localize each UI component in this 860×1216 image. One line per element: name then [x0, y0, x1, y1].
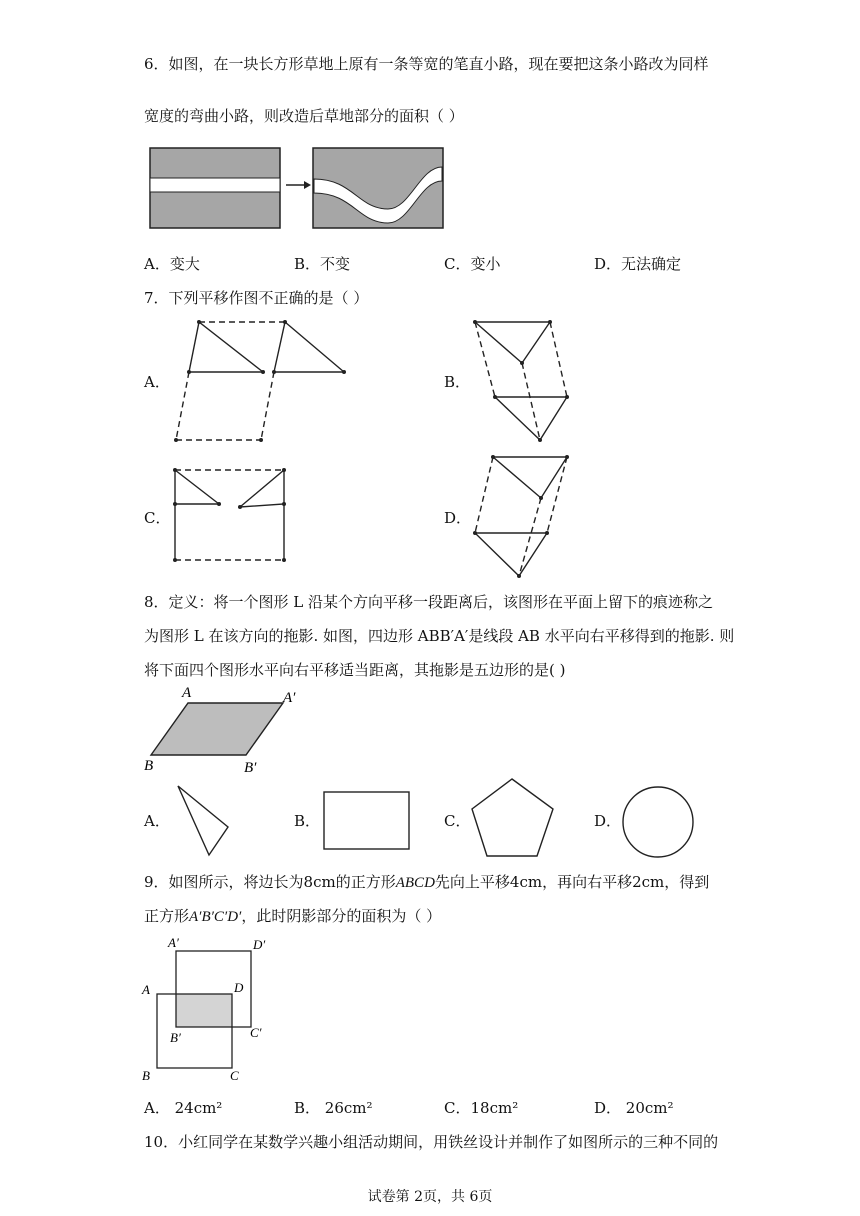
q8-label-b-prime: B′ [244, 760, 257, 774]
q9-option-d: D． 20cm² [594, 1099, 674, 1117]
q8-text-line2: 为图形 L 在该方向的拖影. 如图，四边形 ABB′A′是线段 AB 水平向右平移得到的拖影. 则 [144, 627, 735, 645]
q9-text-part: 正方形 [144, 907, 190, 925]
q9-text-part: 9．如图所示，将边长为 [144, 873, 304, 891]
q9-square-name: ABCD [395, 875, 435, 891]
q8-drag-parallelogram [151, 703, 283, 755]
q9-label-d: D [234, 980, 244, 995]
q7-option-b-label: B． [444, 373, 471, 391]
q9-label-b: B [142, 1068, 150, 1083]
q8-option-c-pentagon [470, 776, 558, 862]
q9-label-b-prime: B′ [170, 1030, 181, 1045]
q6-option-b: B．不变 [294, 255, 351, 273]
q8-definition-figure [140, 682, 310, 774]
q6-option-c: C．变小 [444, 255, 501, 273]
q9-value-2cm: 2cm [632, 873, 665, 891]
q7-option-a-label: A． [144, 373, 170, 391]
q8-label-b: B [144, 758, 154, 774]
q9-option-c: C．18cm² [444, 1099, 519, 1117]
q6-text-line1: 6．如图，在一块长方形草地上原有一条等宽的笔直小路，现在要把这条小路改为同样 [144, 55, 709, 73]
q9-square-prime-name: A′B′C′D′ [189, 909, 242, 925]
q7-text-line1: 7．下列平移作图不正确的是（ ） [144, 289, 369, 307]
q9-text-line2 [144, 906, 441, 927]
q9-value-8cm: 8cm [303, 873, 336, 891]
q9-label-c-prime: C′ [250, 1025, 262, 1040]
q10-text-line1: 10．小红同学在某数学兴趣小组活动期间，用铁丝设计并制作了如图所示的三种不同的 [144, 1133, 719, 1151]
q8-text-line3: 将下面四个图形水平向右平移适当距离，其拖影是五边形的是( ) [144, 661, 566, 679]
q6-straight-path [150, 178, 280, 192]
q6-arrow-head [304, 181, 311, 189]
q9-label-d-prime: D′ [253, 937, 266, 952]
q6-figure [148, 145, 448, 231]
q9-text-part: ，此时阴影部分的面积为（ ） [241, 907, 442, 925]
q8-option-d-circle [620, 784, 696, 860]
q7-option-d-label: D． [444, 509, 472, 527]
q9-text-part: ，得到 [664, 873, 710, 891]
q9-text-part: 的正方形 [335, 873, 396, 891]
q9-text-part: ，再向右平移 [542, 873, 633, 891]
q9-label-c: C [230, 1068, 239, 1083]
q9-figure [138, 934, 278, 1084]
q8-option-d-label: D． [594, 812, 622, 830]
q8-label-a-prime: A′ [283, 690, 296, 706]
q9-label-a: A [142, 982, 150, 997]
q7-option-a-figure [170, 315, 360, 447]
q8-option-c-label: C． [444, 812, 471, 830]
q9-shaded-region [176, 994, 232, 1027]
q7-option-b-figure [468, 315, 578, 445]
q7-option-d-figure [468, 450, 578, 580]
q9-label-a-prime: A′ [168, 935, 179, 950]
q9-option-b: B． 26cm² [294, 1099, 373, 1117]
q8-label-a: A [182, 685, 192, 701]
q8-option-b-label: B． [294, 812, 321, 830]
q9-text-part: 先向上平移 [434, 873, 510, 891]
q6-text-line2: 宽度的弯曲小路，则改造后草地部分的面积（ ） [144, 107, 464, 125]
q8-option-b-rectangle [322, 790, 412, 852]
q7-option-c-label: C． [144, 509, 171, 527]
q6-option-d: D．无法确定 [594, 255, 682, 273]
q8-option-a-label: A． [144, 812, 170, 830]
q9-text-line1 [144, 872, 709, 893]
q7-option-c-figure [168, 462, 294, 566]
q9-value-4cm: 4cm [509, 873, 543, 891]
q9-option-a: A． 24cm² [144, 1099, 223, 1117]
q8-option-a-triangle [172, 782, 234, 860]
q6-option-a: A．变大 [144, 255, 200, 273]
page-footer: 试卷第 2页，共 6页 [367, 1189, 493, 1205]
q8-text-line1: 8．定义：将一个图形 L 沿某个方向平移一段距离后，该图形在平面上留下的痕迹称之 [144, 593, 714, 611]
